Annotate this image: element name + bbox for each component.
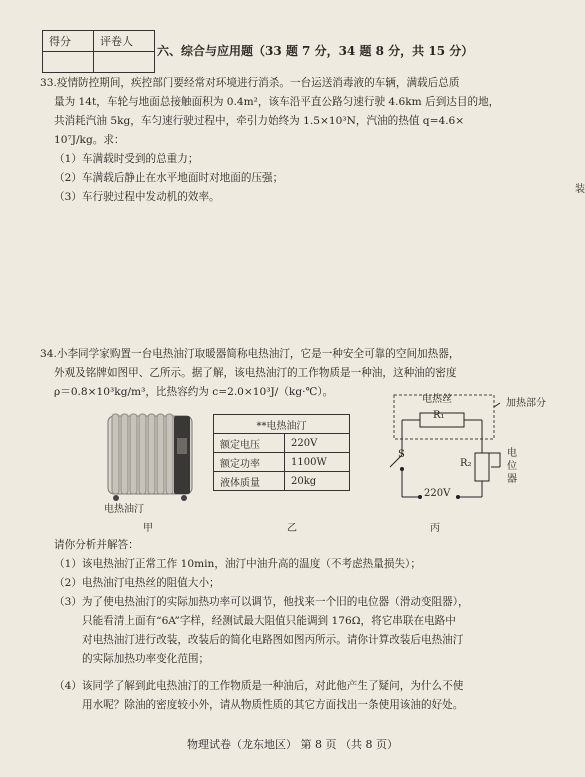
q34-sub: 只能看清上面有“6A”字样，经测试最大阻值只能调到 176Ω，将它串联在电路中 — [82, 615, 456, 627]
q34-instruction: 请你分析并解答： — [54, 539, 139, 551]
caption-bing: 丙 — [430, 523, 440, 534]
binding-margin-char: 装 — [575, 184, 585, 195]
q34-sub: （3）为了使电热油汀的实际加热功率可以调节，他找来一个旧的电位器（滑动变阻器）， — [54, 596, 469, 608]
q34-sub: （1）该电热油汀正常工作 10min，油汀中油升高的温度（不考虑热量损失）； — [54, 558, 421, 570]
voltage-label: 220V — [424, 488, 451, 499]
potentiometer-label: 电位器 — [507, 448, 517, 485]
q34-sub: （2）电热油汀电热丝的阻值大小； — [54, 577, 220, 589]
heater-label: 电热油汀 — [104, 504, 144, 515]
r2-label: R₂ — [460, 458, 472, 469]
q33-line: 量为 14t，车轮与地面总接触面积为 0.4m²，该车沿平直公路匀速行驶 4.6km 后到达目的地， — [54, 96, 500, 108]
caption-yi: 乙 — [287, 523, 297, 534]
r1-label: R₁ — [433, 410, 445, 421]
q34-sub: 对电热油汀进行改装，改装后的简化电路图如图丙所示。请你计算改装后电热油汀 — [82, 634, 464, 646]
q33-sub: （3）车行驶过程中发动机的效率。 — [54, 191, 220, 203]
nameplate-table — [213, 414, 350, 491]
nameplate-title: **电热油汀 — [214, 415, 350, 434]
spec-key: 额定功率 — [214, 453, 285, 472]
q33-sub: （1）车满载时受到的总重力； — [54, 153, 199, 165]
spec-value: 1100W — [285, 453, 350, 472]
grader-blank[interactable] — [94, 52, 155, 73]
q34-sub: 的实际加热功率变化范围； — [82, 653, 210, 665]
question-33 — [40, 74, 499, 207]
heating-wire-label: 电热丝 — [422, 394, 452, 405]
score-box — [42, 30, 155, 73]
question-34-parts — [54, 536, 469, 715]
q33-sub: （2）车满载后静止在水平地面时对地面的压强； — [54, 172, 284, 184]
q34-line: 34.小李同学家购置一台电热油汀取暖器简称电热油汀，它是一种安全可靠的空间加热器， — [40, 348, 460, 360]
spec-value: 220V — [285, 434, 350, 453]
q33-line: 共消耗汽油 5kg，车匀速行驶过程中，牵引力始终为 1.5×10³N，汽油的热值 q=4.6× — [54, 115, 465, 127]
heating-part-label: 加热部分 — [506, 398, 546, 409]
spec-key: 额定电压 — [214, 434, 285, 453]
spec-key: 液体质量 — [214, 472, 285, 491]
grader-label: 评卷人 — [94, 31, 155, 52]
caption-jia: 甲 — [143, 523, 153, 534]
score-blank[interactable] — [43, 52, 94, 73]
q34-line: ρ＝0.8×10³kg/m³，比热容约为 c=2.0×10³J/（kg·℃）。 — [54, 386, 334, 398]
q34-sub: 用水呢？除油的密度较小外，请从物质性质的其它方面找出一条使用该油的好处。 — [82, 699, 464, 711]
spec-value: 20kg — [285, 472, 350, 491]
q34-sub: （4）该同学了解到此电热油汀的工作物质是一种油后，对此他产生了疑问，为什么不使 — [54, 680, 464, 692]
q33-line: 33.疫情防控期间，疾控部门要经常对环境进行消杀。一台运送消毒液的车辆，满载后总质 — [40, 77, 460, 89]
q33-line: 10⁷J/kg。求： — [54, 134, 125, 146]
switch-label: S — [398, 449, 405, 460]
q34-line: 外观及铭牌如图甲、乙所示。据了解，该电热油汀的工作物质是一种油，这种油的密度 — [54, 367, 457, 379]
score-label: 得分 — [43, 31, 94, 52]
section-title: 六、综合与应用题（33 题 7 分，34 题 8 分，共 15 分） — [157, 44, 474, 58]
oil-heater-illustration — [104, 408, 196, 506]
page-footer: 物理试卷（龙东地区） 第 8 页 （共 8 页） — [187, 738, 398, 751]
